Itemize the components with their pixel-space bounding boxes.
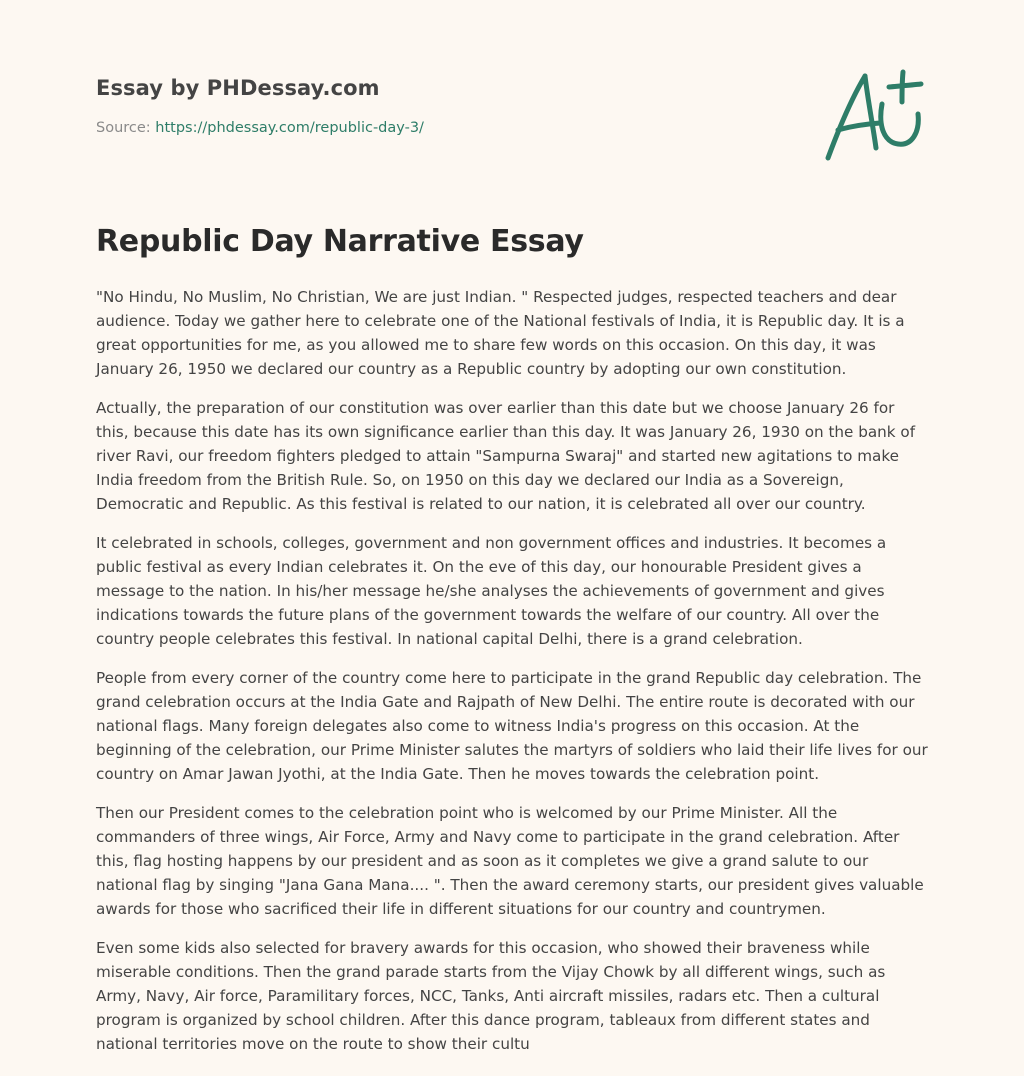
paragraph: Even some kids also selected for bravery awards for this occasion, who showed their braveness while miserable conditions. Then the grand parade starts from the Vijay Chowk by all different wings, such as Army, Navy, Air force, Paramilitary forces, NCC, Tanks, Anti aircraft missiles, radars etc. Then a cultural program is organized by school children. After this dance program, tableaux from different states and national territories move on the route to show their cultu xyxy=(96,939,886,1053)
essay-header xyxy=(96,76,796,136)
paragraph: Actually, the preparation of our constitution was over earlier than this date but we choose January 26 for this, because this date has its own significance earlier than this day. It was January 26, 1930 on the bank of river Ravi, our freedom fighters pledged to attain "Sampurna Swaraj" and started new agitations to make India freedom from the British Rule. So, on 1950 on this day we declared our India as a Sovereign, Democratic and Republic. As this festival is related to our nation, it is celebrated all over our country. xyxy=(96,399,916,513)
essay-title: Republic Day Narrative Essay xyxy=(96,224,584,259)
brand-title: Essay by PHDessay.com xyxy=(96,76,380,100)
source-link[interactable]: https://phdessay.com/republic-day-3/ xyxy=(155,120,424,136)
essay-body xyxy=(96,285,928,1071)
paragraph: People from every corner of the country come here to participate in the grand Republic day celebration. The grand celebration occurs at the India Gate and Rajpath of New Delhi. The entire route is decorated with our national flags. Many foreign delegates also come to witness India's progress on this occasion. At the beginning of the celebration, our Prime Minister salutes the martyrs of soldiers who laid their life lives for our country on Amar Jawan Jyothi, at the India Gate. Then he moves towards the celebration point. xyxy=(96,669,928,783)
paragraph: Then our President comes to the celebration point who is welcomed by our Prime Minister. All the commanders of three wings, Air Force, Army and Navy come to participate in the grand celebration. After this, flag hosting happens by our president and as soon as it completes we give a grand salute to our national flag by singing "Jana Gana Mana.... ". Then the award ceremony starts, our president gives valuable awards for those who sacrificed their life in different situations for our country and countrymen. xyxy=(96,804,924,918)
source-label: Source: xyxy=(96,120,151,136)
source-line xyxy=(96,120,796,136)
paragraph: It celebrated in schools, colleges, government and non government offices and industries. It becomes a public festival as every Indian celebrates it. On the eve of this day, our honourable President gives a message to the nation. In his/her message he/she analyses the achievements of government and gives indications towards the future plans of the government towards the welfare of our country. All over the country people celebrates this festival. In national capital Delhi, there is a grand celebration. xyxy=(96,534,887,648)
a-plus-logo-icon xyxy=(818,66,928,166)
paragraph: "No Hindu, No Muslim, No Christian, We are just Indian. " Respected judges, respected teachers and dear audience. Today we gather here to celebrate one of the National festivals of India, it is Republic day. It is a great opportunities for me, as you allowed me to share few words on this occasion. On this day, it was January 26, 1950 we declared our country as a Republic country by adopting our own constitution. xyxy=(96,288,905,378)
